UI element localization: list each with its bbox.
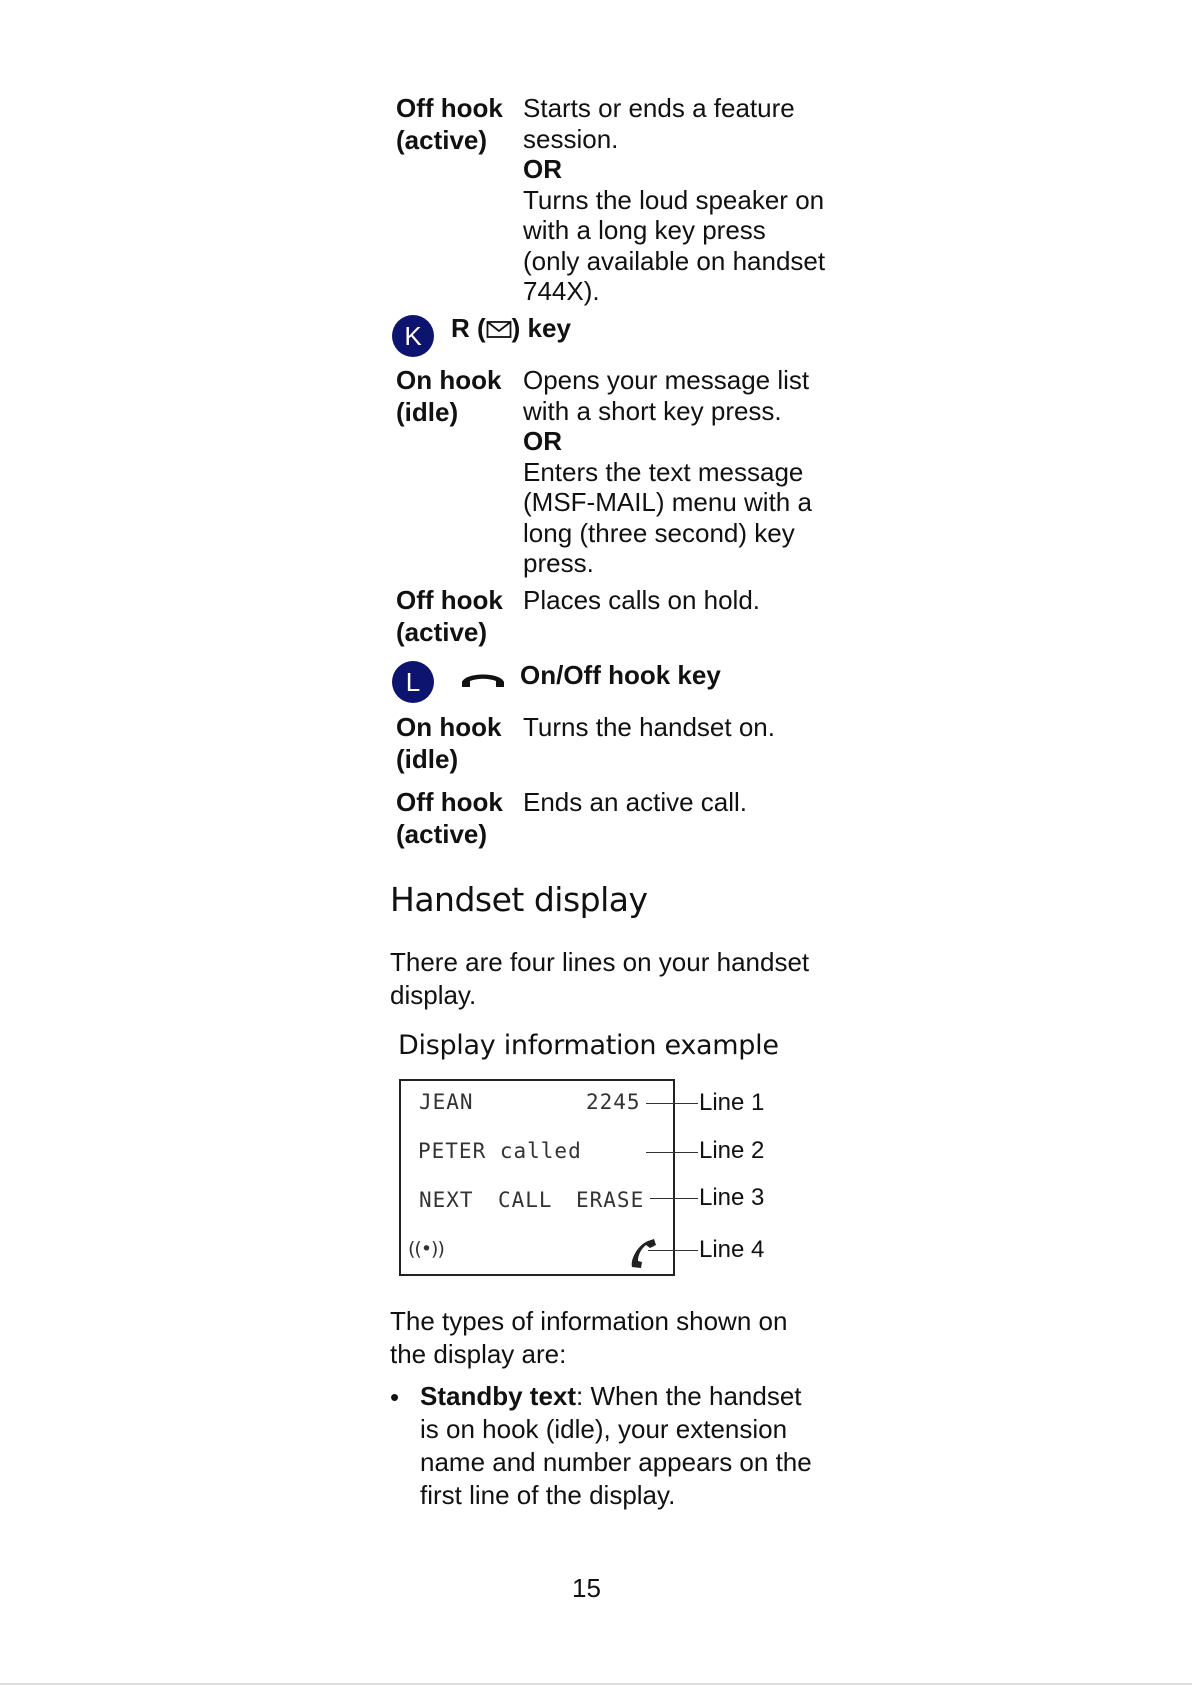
line-label-2: Line 2 — [699, 1137, 765, 1164]
envelope-icon — [486, 315, 512, 347]
display-line1-name: JEAN — [419, 1090, 474, 1114]
term-line: (active) — [396, 819, 488, 849]
row-description — [523, 585, 843, 616]
term-line: (active) — [396, 125, 488, 155]
desc-line: with a short key press. — [523, 395, 782, 426]
display-line1-number: 2245 — [586, 1090, 641, 1114]
page-number: 15 — [572, 1573, 601, 1603]
handset-offhook-icon — [628, 1237, 658, 1274]
intro-line: display. — [390, 980, 477, 1010]
key-title-onoff: On/Off hook key — [520, 660, 721, 690]
leader-line-3 — [650, 1198, 698, 1199]
term-line: (active) — [396, 617, 488, 647]
radio-signal-icon: ((•)) — [408, 1238, 444, 1260]
row-description — [523, 93, 843, 307]
key-badge-l: L — [392, 661, 434, 703]
desc-line: Turns the loud speaker on — [523, 184, 825, 215]
term-line: (idle) — [396, 744, 459, 774]
key-title-r — [451, 312, 571, 347]
display-softkey-call: CALL — [498, 1188, 553, 1212]
term-line: Off hook — [396, 787, 503, 817]
row-description — [523, 787, 843, 818]
desc-line: Enters the text message — [523, 456, 804, 487]
display-softkey-next: NEXT — [419, 1188, 474, 1212]
figure-caption: Display information example — [398, 1030, 779, 1061]
or-label: OR — [523, 154, 562, 184]
list-item-bold: Standby text — [420, 1381, 577, 1411]
desc-line: with a long key press — [523, 215, 766, 245]
term-line: Off hook — [396, 585, 503, 615]
leader-line-4 — [648, 1250, 698, 1251]
leader-line-2 — [646, 1152, 698, 1153]
desc-line: session. — [523, 123, 619, 154]
types-intro-line: The types of information shown on — [390, 1306, 788, 1336]
desc-line: long (three second) key — [523, 517, 795, 548]
desc-line: 744X). — [523, 276, 600, 306]
row-description — [523, 712, 843, 743]
handset-icon — [460, 668, 506, 695]
list-item-text: first line of the display. — [420, 1480, 676, 1510]
section-title: Handset display — [390, 880, 648, 919]
row-term — [396, 364, 501, 428]
bullet-marker: • — [390, 1382, 400, 1412]
list-item-standby — [420, 1380, 850, 1512]
desc-line: (only available on handset — [523, 245, 826, 276]
list-item-text: is on hook (idle), your extension — [420, 1414, 788, 1444]
row-term — [396, 92, 503, 156]
line-label-1: Line 1 — [699, 1089, 765, 1116]
desc-line: Turns the handset on. — [523, 712, 775, 742]
or-label: OR — [523, 426, 562, 456]
key-title-prefix: R ( — [451, 313, 486, 343]
desc-line: Places calls on hold. — [523, 585, 761, 615]
term-line: Off hook — [396, 93, 503, 123]
types-intro-line: the display are: — [390, 1339, 567, 1369]
row-term — [396, 711, 501, 775]
desc-line: Ends an active call. — [523, 787, 748, 817]
desc-line: Opens your message list — [523, 365, 810, 395]
desc-line: Starts or ends a feature — [523, 93, 795, 123]
list-item-text: : When the handset — [576, 1381, 802, 1411]
line-label-4: Line 4 — [699, 1236, 765, 1263]
row-term — [396, 584, 503, 648]
desc-line: (MSF-MAIL) menu with a — [523, 487, 812, 517]
desc-line: press. — [523, 548, 594, 578]
key-badge-k: K — [392, 315, 434, 357]
term-line: On hook — [396, 365, 502, 395]
section-intro — [390, 946, 830, 1012]
term-line: On hook — [396, 712, 502, 742]
intro-line: There are four lines on your handset — [390, 947, 810, 977]
display-line2: PETER called — [418, 1139, 582, 1163]
types-intro — [390, 1305, 830, 1371]
line-label-3: Line 3 — [699, 1184, 765, 1211]
row-term — [396, 786, 503, 850]
leader-line-1 — [646, 1103, 698, 1104]
row-description — [523, 365, 843, 579]
display-softkey-erase: ERASE — [576, 1188, 645, 1212]
key-title-suffix: ) key — [511, 313, 571, 343]
term-line: (idle) — [396, 397, 459, 427]
list-item-text: name and number appears on the — [420, 1447, 812, 1477]
